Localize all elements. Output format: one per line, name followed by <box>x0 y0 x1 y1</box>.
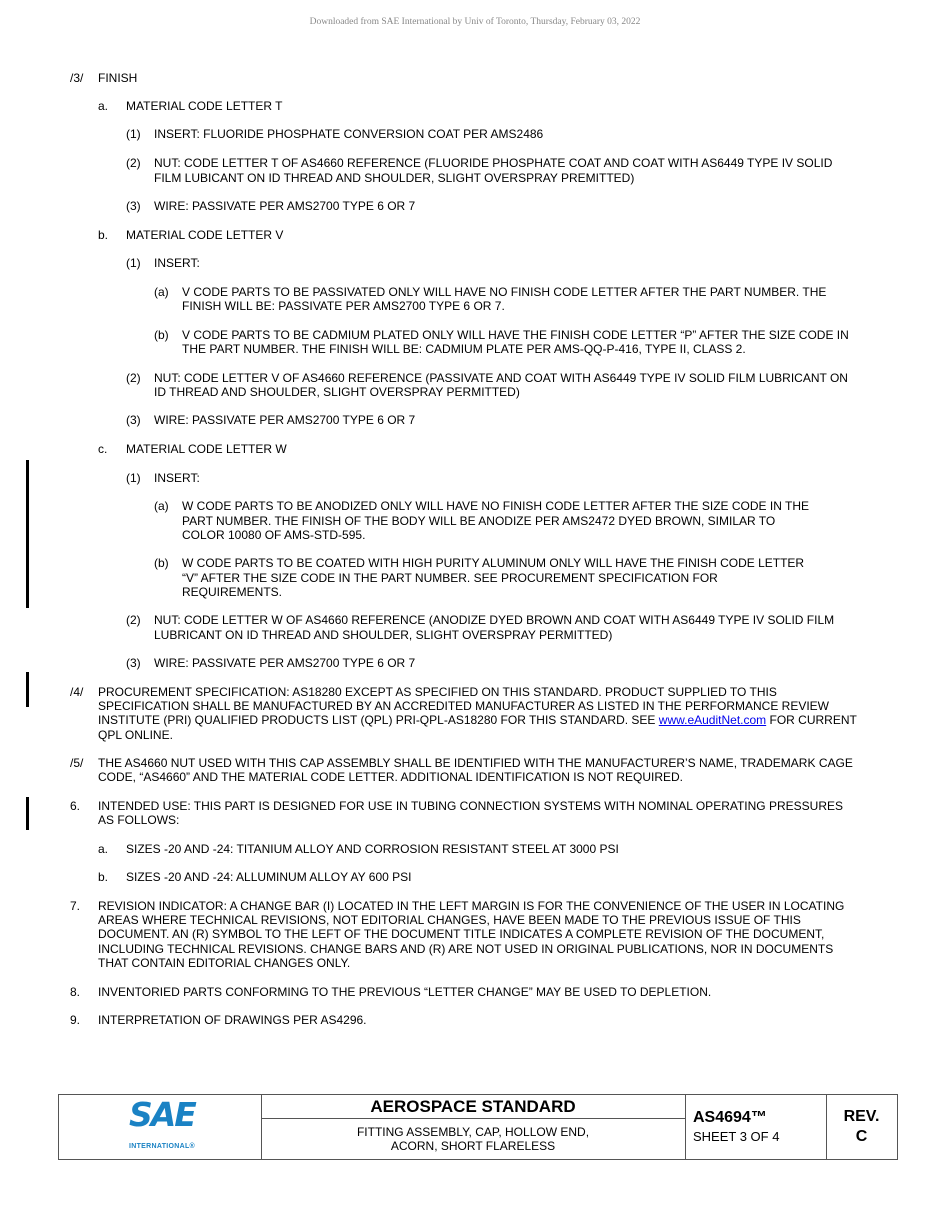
revision-label: REV. <box>843 1108 880 1125</box>
revision-cell <box>826 1095 897 1159</box>
item-letter: b. <box>98 870 109 884</box>
item-letter: a. <box>98 99 109 113</box>
sub-number: (2) <box>126 371 141 385</box>
note-number: /3/ <box>70 71 84 85</box>
note-text: PROCUREMENT SPECIFICATION: AS18280 EXCEPT AS SPECIFIED ON THIS STANDARD. PRODUCT SUPPLIED TO THIS <box>98 685 777 699</box>
subsub-letter: (a) <box>154 499 169 513</box>
note-text: AREAS WHERE TECHNICAL REVISIONS, NOT EDITORIAL CHANGES, HAVE BEEN MADE TO THE PREVIOUS ISSUE OF THIS <box>98 913 801 927</box>
sub-text: FILM LUBICANT ON ID THREAD AND SHOULDER, SLIGHT OVERSPRAY PREMITTED) <box>154 171 635 185</box>
subsub-text: W CODE PARTS TO BE COATED WITH HIGH PURITY ALUMINUM ONLY WILL HAVE THE FINISH CODE LETTER <box>182 556 805 570</box>
sub-text: INSERT: FLUORIDE PHOSPHATE CONVERSION COAT PER AMS2486 <box>154 127 544 141</box>
note-text: REVISION INDICATOR: A CHANGE BAR (I) LOCATED IN THE LEFT MARGIN IS FOR THE CONVENIENCE OF THE USER IN LOCATING <box>98 899 845 913</box>
note-number: 6. <box>70 799 81 813</box>
subsub-letter: (b) <box>154 328 169 342</box>
sub-text: WIRE: PASSIVATE PER AMS2700 TYPE 6 OR 7 <box>154 199 416 213</box>
note-number: 9. <box>70 1013 81 1027</box>
note-text: INTERPRETATION OF DRAWINGS PER AS4296. <box>98 1013 367 1027</box>
logo-cell <box>59 1095 262 1159</box>
subsub-text: REQUIREMENTS. <box>182 585 283 599</box>
sub-number: (3) <box>126 656 141 670</box>
sub-text: INSERT: <box>154 471 200 485</box>
note-text: CODE, “AS4660” AND THE MATERIAL CODE LETTER. ADDITIONAL IDENTIFICATION IS NOT REQUIRED. <box>98 770 683 784</box>
sub-number: (2) <box>126 156 141 170</box>
note-text: THAT CONTAIN EDITORIAL CHANGES ONLY. <box>98 956 351 970</box>
note-text: INVENTORIED PARTS CONFORMING TO THE PREVIOUS “LETTER CHANGE” MAY BE USED TO DEPLETION. <box>98 985 712 999</box>
item-text: MATERIAL CODE LETTER T <box>126 99 283 113</box>
sub-number: (2) <box>126 613 141 627</box>
sub-text: WIRE: PASSIVATE PER AMS2700 TYPE 6 OR 7 <box>154 656 416 670</box>
sub-text: LUBRICANT ON ID THREAD AND SHOULDER, SLIGHT OVERSPRAY PERMITTED) <box>154 628 613 642</box>
download-header: Downloaded from SAE International by Univ of Toronto, Thursday, February 03, 2022 <box>309 17 641 27</box>
note-text: FINISH <box>98 71 138 85</box>
note-text: INTENDED USE: THIS PART IS DESIGNED FOR USE IN TUBING CONNECTION SYSTEMS WITH NOMINAL OPERATING PRESSURES <box>98 799 843 813</box>
sae-logo-subtitle: INTERNATIONAL® <box>129 1143 196 1150</box>
note-text: INCLUDING TECHNICAL REVISIONS. CHANGE BARS AND (R) ARE NOT USED IN ORIGINAL PUBLICATIONS, NOR IN DOCUMENTS <box>98 942 834 956</box>
note-text: SPECIFICATION SHALL BE MANUFACTURED BY AN ACCREDITED MANUFACTURER AS LISTED IN THE PERFORMANCE REVIEW <box>98 699 830 713</box>
sub-text: WIRE: PASSIVATE PER AMS2700 TYPE 6 OR 7 <box>154 413 416 427</box>
subsub-text: THE PART NUMBER. THE FINISH WILL BE: CADMIUM PLATE PER AMS-QQ-P-416, TYPE II, CLASS 2. <box>182 342 746 356</box>
subsub-text: COLOR 10080 OF AMS-STD-595. <box>182 528 366 542</box>
revision-letter: C <box>855 1128 868 1145</box>
sheet-number: SHEET 3 OF 4 <box>693 1129 780 1144</box>
eauditnet-link[interactable]: www.eAuditNet.com <box>658 713 767 727</box>
item-letter: a. <box>98 842 109 856</box>
note-number: /5/ <box>70 756 84 770</box>
document-title <box>261 1125 685 1153</box>
document-title-line: ACORN, SHORT FLARELESS <box>390 1139 556 1153</box>
sub-text: ID THREAD AND SHOULDER, SLIGHT OVERSPRAY PERMITTED) <box>154 385 520 399</box>
sub-number: (3) <box>126 413 141 427</box>
subsub-text: “V” AFTER THE SIZE CODE IN THE PART NUMBER. SEE PROCUREMENT SPECIFICATION FOR <box>182 571 718 585</box>
note-text: DOCUMENT. AN (R) SYMBOL TO THE LEFT OF THE DOCUMENT TITLE INDICATES A COMPLETE REVISION OF THE DOCUMENT, <box>98 927 825 941</box>
sub-text: INSERT: <box>154 256 200 270</box>
item-letter: c. <box>98 442 108 456</box>
sub-number: (1) <box>126 256 141 270</box>
change-bar <box>26 460 29 608</box>
item-text: MATERIAL CODE LETTER W <box>126 442 287 456</box>
document-number-cell <box>685 1095 827 1159</box>
sub-text: NUT: CODE LETTER V OF AS4660 REFERENCE (PASSIVATE AND COAT WITH AS6449 TYPE IV SOLID FILM LUBRICANT ON <box>154 371 848 385</box>
subsub-text: V CODE PARTS TO BE CADMIUM PLATED ONLY WILL HAVE THE FINISH CODE LETTER “P” AFTER THE SIZE CODE IN <box>182 328 849 342</box>
subsub-text: PART NUMBER. THE FINISH OF THE BODY WILL BE ANODIZE PER AMS2472 DYED BROWN, SIMILAR TO <box>182 514 776 528</box>
document-title-line: FITTING ASSEMBLY, CAP, HOLLOW END, <box>356 1125 590 1139</box>
subsub-letter: (b) <box>154 556 169 570</box>
sae-logo: SAE <box>129 1095 195 1134</box>
subsub-text: FINISH WILL BE: PASSIVATE PER AMS2700 TYPE 6 OR 7. <box>182 299 505 313</box>
title-block <box>58 1094 898 1160</box>
note-text: INSTITUTE (PRI) QUALIFIED PRODUCTS LIST (QPL) PRI-QPL-AS18280 FOR THIS STANDARD. SEE <box>98 713 659 727</box>
note-text-line <box>98 713 857 728</box>
change-bar <box>26 797 29 830</box>
note-text: QPL ONLINE. <box>98 728 173 742</box>
subsub-letter: (a) <box>154 285 169 299</box>
standard-type: AEROSPACE STANDARD <box>261 1095 685 1119</box>
note-text: FOR CURRENT <box>766 713 857 727</box>
sub-number: (1) <box>126 127 141 141</box>
note-number: 7. <box>70 899 81 913</box>
change-bar <box>26 672 29 707</box>
sub-text: NUT: CODE LETTER T OF AS4660 REFERENCE (FLUORIDE PHOSPHATE COAT AND COAT WITH AS6449 TYPE IV SOLID <box>154 156 833 170</box>
sub-number: (3) <box>126 199 141 213</box>
note-number: /4/ <box>70 685 84 699</box>
sub-number: (1) <box>126 471 141 485</box>
item-text: SIZES -20 AND -24: ALLUMINUM ALLOY AY 600 PSI <box>126 870 412 884</box>
subsub-text: V CODE PARTS TO BE PASSIVATED ONLY WILL HAVE NO FINISH CODE LETTER AFTER THE PART NUMBER. THE <box>182 285 827 299</box>
document-number: AS4694™ <box>693 1109 767 1126</box>
subsub-text: W CODE PARTS TO BE ANODIZED ONLY WILL HAVE NO FINISH CODE LETTER AFTER THE SIZE CODE IN THE <box>182 499 809 513</box>
item-letter: b. <box>98 228 109 242</box>
note-text: AS FOLLOWS: <box>98 813 180 827</box>
note-number: 8. <box>70 985 81 999</box>
item-text: SIZES -20 AND -24: TITANIUM ALLOY AND CORROSION RESISTANT STEEL AT 3000 PSI <box>126 842 619 856</box>
revision <box>826 1107 897 1147</box>
sub-text: NUT: CODE LETTER W OF AS4660 REFERENCE (ANODIZE DYED BROWN AND COAT WITH AS6449 TYPE IV SOLID FILM <box>154 613 835 627</box>
item-text: MATERIAL CODE LETTER V <box>126 228 284 242</box>
title-cell <box>261 1095 686 1159</box>
note-text: THE AS4660 NUT USED WITH THIS CAP ASSEMBLY SHALL BE IDENTIFIED WITH THE MANUFACTURER’S NAME, TRADEMARK CAGE <box>98 756 853 770</box>
